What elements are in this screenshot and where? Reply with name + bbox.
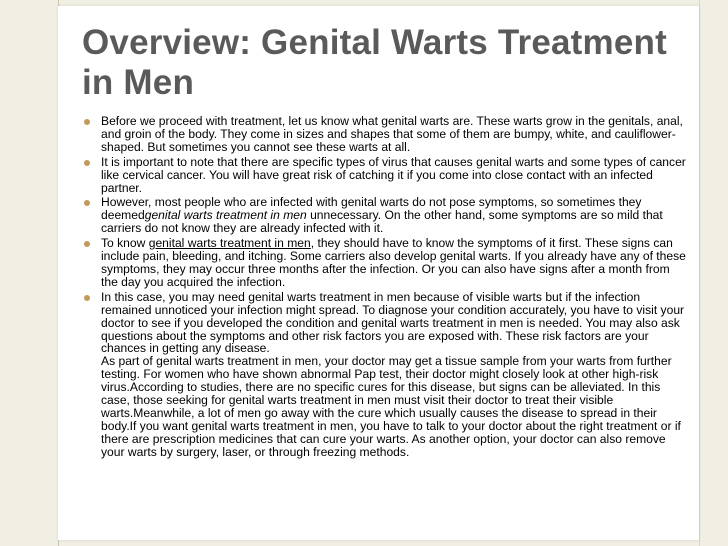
- bullet-text-pre: To know: [101, 236, 149, 251]
- bullet-marker: [84, 160, 90, 166]
- slide-title: Overview: Genital Warts Treatment in Men: [82, 23, 667, 102]
- bullet-item: [84, 291, 688, 459]
- bullet-text-continued: As part of genital warts treatment in men, your doctor may get a tissue sample from your warts from further testing. For women who have shown abnormal Pap test, their doctor might closely look at other high-risk virus.According to studies, there are no specific cures for this disease, but signs can be alleviated. In this case, those seeking for genital warts treatment in men must visit their doctor to treat their visible warts.Meanwhile, a lot of men go away with the cure which usually causes the disease to spread in their body.If you want genital warts treatment in men, you have to talk to your doctor about the right treatment or if there are prescription medicines that can cure your warts. As another option, your doctor can also remove your warts by surgery, laser, or through freezing methods.: [101, 354, 681, 459]
- bullet-text-emphasis: genital warts treatment in men: [144, 208, 307, 223]
- treatment-link[interactable]: genital warts treatment in men: [148, 236, 311, 251]
- bullet-text-pre: However, most people who are infected with genital warts do not pose symptoms, so sometimes they deemed: [101, 195, 642, 223]
- bullet-item: [84, 115, 688, 154]
- frame-line-right: [699, 0, 700, 546]
- bullet-marker: [84, 119, 90, 125]
- bullet-text-post: unnecessary. On the other hand, some symptoms are so mild that carriers do not know they are already infected with it.: [101, 208, 663, 236]
- bullet-marker: [84, 241, 90, 247]
- bullet-text-post: , they should have to know the symptoms of it first. These signs can include pain, bleeding, and itching. Some carriers also develop genital warts. If you already have any of these symptoms, they may occur three months after the infection. Or you can also have signs after a month from the day you acquired the infection.: [101, 236, 686, 289]
- bullet-text: [101, 237, 688, 289]
- bullet-item: [84, 237, 688, 289]
- bullet-text: [101, 196, 688, 235]
- bullet-item: [84, 156, 688, 195]
- bullet-marker: [84, 200, 90, 206]
- bullet-text: Before we proceed with treatment, let us know what genital warts are. These warts grow in the genitals, anal, and groin of the body. They come in sizes and shapes that some of them are bumpy, white, and cauliflower-shaped. But sometimes you cannot see these warts at all.: [101, 114, 683, 154]
- bullet-list: [84, 115, 688, 461]
- bullet-text: In this case, you may need genital warts treatment in men because of visible warts but if the infection remained unnoticed your infection might spread. To diagnose your condition accurately, you have to visit your doctor to see if you developed the condition and genital warts treatment in men is needed. You may also ask questions about the symptoms and other risk factors you are exposed with. These risk factors are your chances in getting any disease.: [101, 289, 685, 356]
- bullet-text: It is important to note that there are specific types of virus that causes genital warts and some types of cancer like cervical cancer. You will have great risk of catching it if you come into close contact with an infected partner.: [101, 154, 686, 195]
- bullet-item: [84, 196, 688, 235]
- bullet-marker: [84, 295, 90, 301]
